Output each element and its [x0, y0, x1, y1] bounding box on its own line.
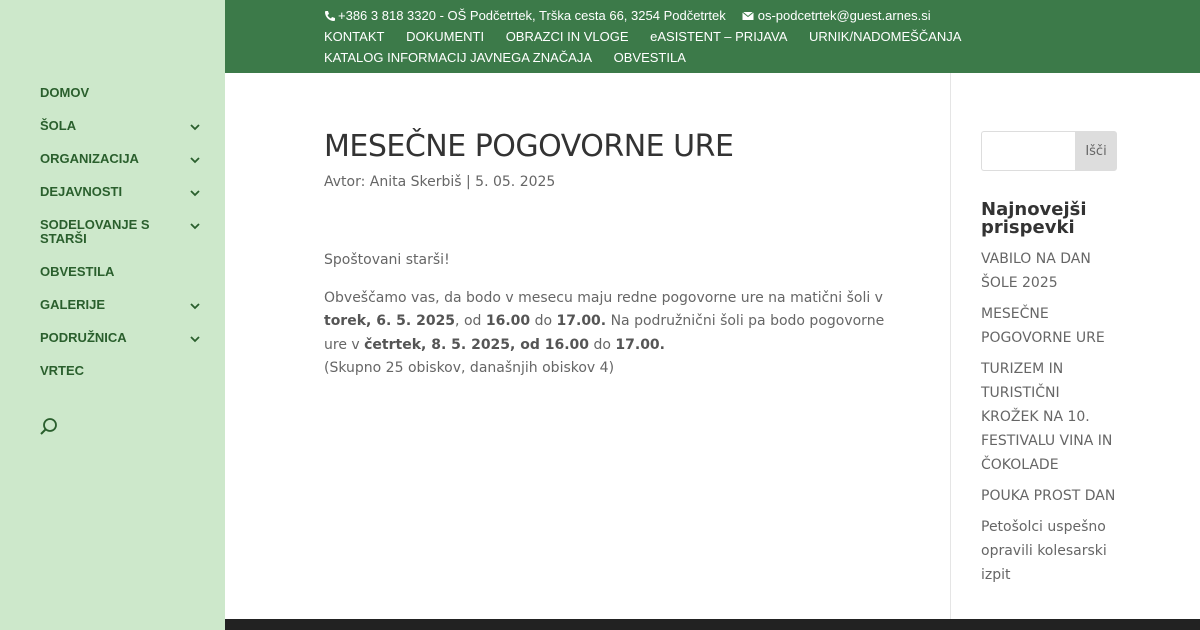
email-text[interactable]: os-podcetrtek@guest.arnes.si	[757, 8, 931, 23]
page-title: MESEČNE POGOVORNE URE	[324, 129, 734, 164]
sidebar-item-label[interactable]: ORGANIZACIJA	[40, 151, 139, 166]
top-header	[225, 0, 1200, 73]
chevron-down-icon[interactable]	[188, 298, 202, 312]
sidebar-item-label[interactable]: SODELOVANJE S STARŠI	[40, 217, 150, 246]
text-span: do	[589, 336, 616, 353]
menu-item-easistent[interactable]: eASISTENT – PRIJAVA	[650, 29, 788, 44]
list-item	[981, 357, 1121, 477]
phone-icon	[324, 10, 336, 22]
menu-item-dokumenti[interactable]: DOKUMENTI	[406, 29, 485, 44]
menu-item-obrazci[interactable]: OBRAZCI IN VLOGE	[505, 29, 629, 44]
sidebar-item-label[interactable]: OBVESTILA	[40, 264, 115, 279]
search-input[interactable]	[981, 131, 1075, 171]
post-meta: Avtor: Anita Skerbiš | 5. 05. 2025	[324, 174, 556, 190]
recent-post-link[interactable]: POUKA PROST DAN	[981, 488, 1116, 504]
left-sidebar	[0, 0, 225, 630]
sidebar-divider	[950, 73, 951, 619]
recent-post-link[interactable]: TURIZEM IN TURISTIČNI KROŽEK NA 10. FESTIVALU VINA IN ČOKOLADE	[981, 361, 1113, 473]
text-span: Na podružnični šoli pa bodo pogovorne ure v	[324, 313, 885, 353]
footer-bar	[225, 619, 1200, 630]
menu-item-katalog[interactable]: KATALOG INFORMACIJ JAVNEGA ZNAČAJA	[324, 50, 592, 65]
bold-time-end-2: 17.00.	[615, 336, 665, 353]
sidebar-item-label[interactable]: VRTEC	[40, 363, 85, 378]
sidebar-item-vrtec[interactable]	[40, 364, 210, 378]
sidebar-item-label[interactable]: DOMOV	[40, 85, 90, 100]
recent-post-link[interactable]: MESEČNE POGOVORNE URE	[981, 306, 1105, 346]
list-item	[981, 484, 1121, 508]
top-menu-row-2	[324, 50, 704, 65]
chevron-down-icon[interactable]	[188, 119, 202, 133]
email-link[interactable]	[742, 8, 931, 23]
sidebar-item-organizacija[interactable]	[40, 152, 210, 166]
chevron-down-icon[interactable]	[188, 185, 202, 199]
recent-posts-title: Najnovejši prispevki	[981, 199, 1087, 238]
post-body	[324, 249, 904, 395]
sidebar-item-label[interactable]: GALERIJE	[40, 297, 106, 312]
list-item	[981, 247, 1121, 295]
list-item	[981, 515, 1121, 587]
bold-time-start-1: 16.00	[485, 313, 531, 329]
sidebar-item-galerije[interactable]	[40, 298, 210, 312]
sidebar-item-obvestila[interactable]	[40, 265, 210, 279]
chevron-down-icon[interactable]	[188, 152, 202, 166]
search-button[interactable]: Išči	[1075, 131, 1117, 171]
contact-bar	[324, 8, 931, 23]
contact-text: +386 3 818 3320 - OŠ Podčetrtek, Trška cesta 66, 3254 Podčetrtek	[338, 8, 726, 23]
top-menu-row-1	[324, 29, 979, 44]
chevron-down-icon[interactable]	[188, 218, 202, 232]
chevron-down-icon[interactable]	[188, 331, 202, 345]
sidebar-item-label[interactable]: PODRUŽNICA	[40, 330, 127, 345]
sidebar-item-sola[interactable]	[40, 119, 210, 133]
menu-item-obvestila[interactable]: OBVESTILA	[613, 50, 686, 65]
sidebar-item-dejavnosti[interactable]	[40, 185, 210, 199]
greeting-text: Spoštovani starši!	[324, 252, 450, 268]
bold-date-1: torek, 6. 5. 2025	[324, 313, 456, 329]
search-icon[interactable]	[38, 416, 60, 438]
sidebar-item-podruznica[interactable]	[40, 331, 210, 345]
sidebar-item-sodelovanje[interactable]	[40, 218, 210, 246]
mail-icon	[742, 10, 754, 22]
menu-item-kontakt[interactable]: KONTAKT	[324, 29, 385, 44]
recent-posts-list	[981, 247, 1121, 594]
menu-item-urnik[interactable]: URNIK/NADOMEŠČANJA	[809, 29, 962, 44]
bold-time-end-1: 17.00.	[556, 313, 607, 329]
main-nav	[40, 86, 210, 397]
text-span: Obveščamo vas, da bodo v mesecu maju redne pogovorne ure na matični šoli v	[324, 289, 883, 306]
main-content	[225, 73, 950, 619]
sidebar-item-label[interactable]: ŠOLA	[40, 118, 77, 133]
text-span: , od	[455, 313, 486, 329]
list-item	[981, 302, 1121, 350]
visit-counter: (Skupno 25 obiskov, današnjih obiskov 4)	[324, 360, 615, 376]
bold-date-2: četrtek, 8. 5. 2025, od 16.00	[364, 336, 590, 353]
announcement-paragraph	[324, 287, 904, 358]
sidebar-item-label[interactable]: DEJAVNOSTI	[40, 184, 123, 199]
text-span: do	[530, 313, 557, 329]
recent-post-link[interactable]: Petošolci uspešno opravili kolesarski izpit	[981, 519, 1107, 583]
search-form	[981, 131, 1117, 171]
recent-post-link[interactable]: VABILO NA DAN ŠOLE 2025	[981, 251, 1091, 291]
sidebar-item-domov[interactable]	[40, 86, 210, 100]
